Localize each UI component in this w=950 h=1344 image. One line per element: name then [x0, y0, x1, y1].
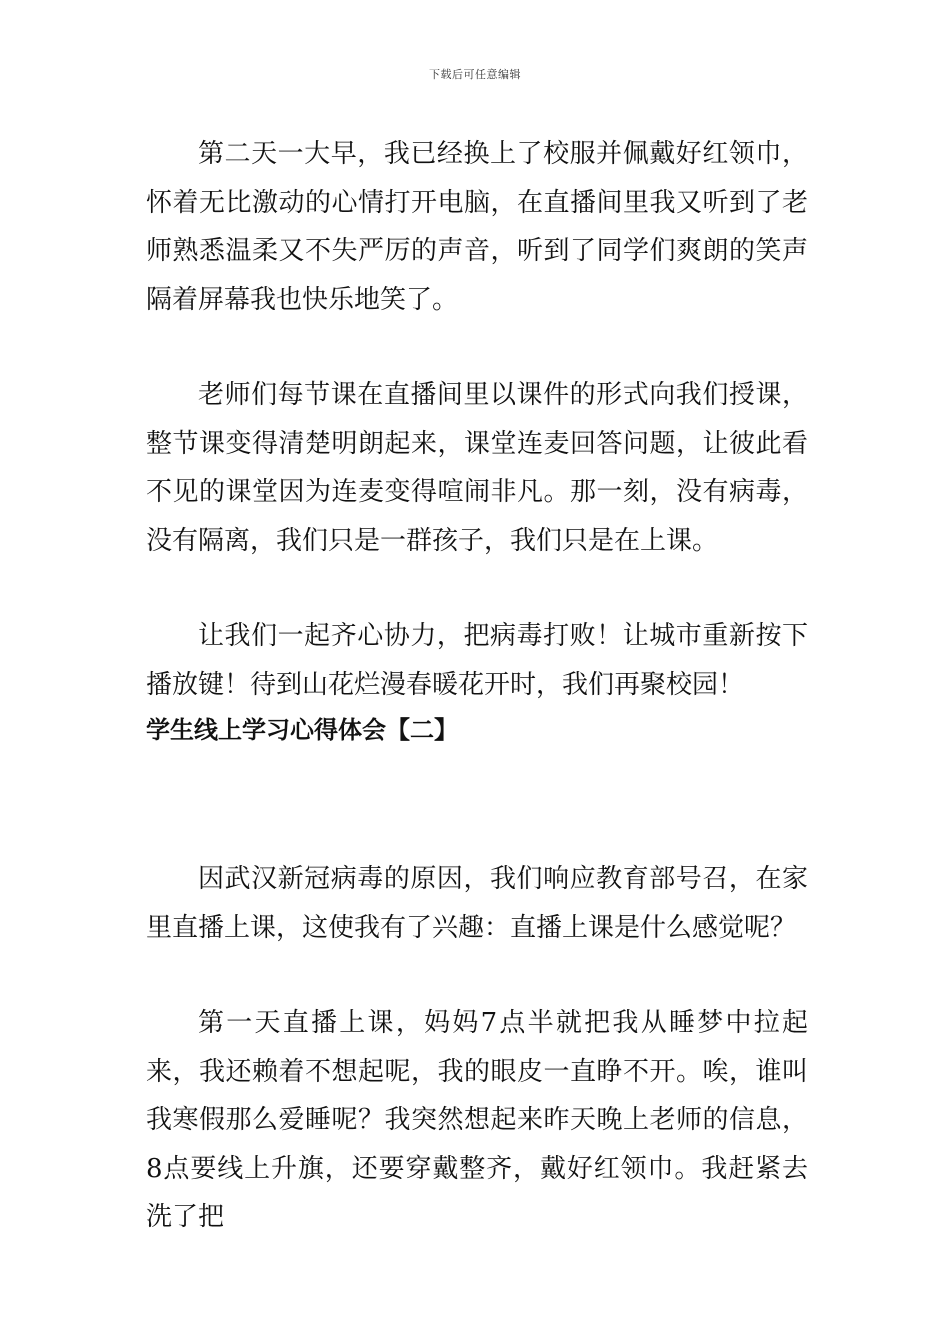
paragraph-1: 第二天一大早，我已经换上了校服并佩戴好红领巾，怀着无比激动的心情打开电脑，在直播间里我又听到了老师熟悉温柔又不失严厉的声音，听到了同学们爽朗的笑声隔着屏幕我也快乐地笑了。: [146, 139, 808, 315]
page-header-note: 下载后可任意编辑: [429, 68, 521, 81]
paragraph-5: 第一天直播上课，妈妈7点半就把我从睡梦中拉起来，我还赖着不想起呢，我的眼皮一直睁不开。唉，谁叫我寒假那么爱睡呢？我突然想起来昨天晚上老师的信息，8点要线上升旗，还要穿戴整齐，戴好红领巾。我赶紧去洗了把: [146, 1008, 808, 1232]
paragraph-3: 让我们一起齐心协力，把病毒打败！让城市重新按下播放键！待到山花烂漫春暖花开时，我们再聚校园！: [146, 621, 808, 700]
section-heading: 学生线上学习心得体会【二】: [146, 715, 458, 744]
paragraph-2: 老师们每节课在直播间里以课件的形式向我们授课，整节课变得清楚明朗起来，课堂连麦回答问题，让彼此看不见的课堂因为连麦变得喧闹非凡。那一刻，没有病毒，没有隔离，我们只是一群孩子，我们只是在上课。: [146, 380, 808, 556]
paragraph-spacer: [146, 952, 808, 999]
paragraph-4: 因武汉新冠病毒的原因，我们响应教育部号召，在家里直播上课，这使我有了兴趣：直播上课是什么感觉呢？: [146, 864, 808, 943]
section-spacer: [146, 751, 808, 855]
paragraph-spacer: [146, 565, 808, 612]
paragraph-spacer: [146, 324, 808, 371]
document-body: [146, 130, 808, 1242]
